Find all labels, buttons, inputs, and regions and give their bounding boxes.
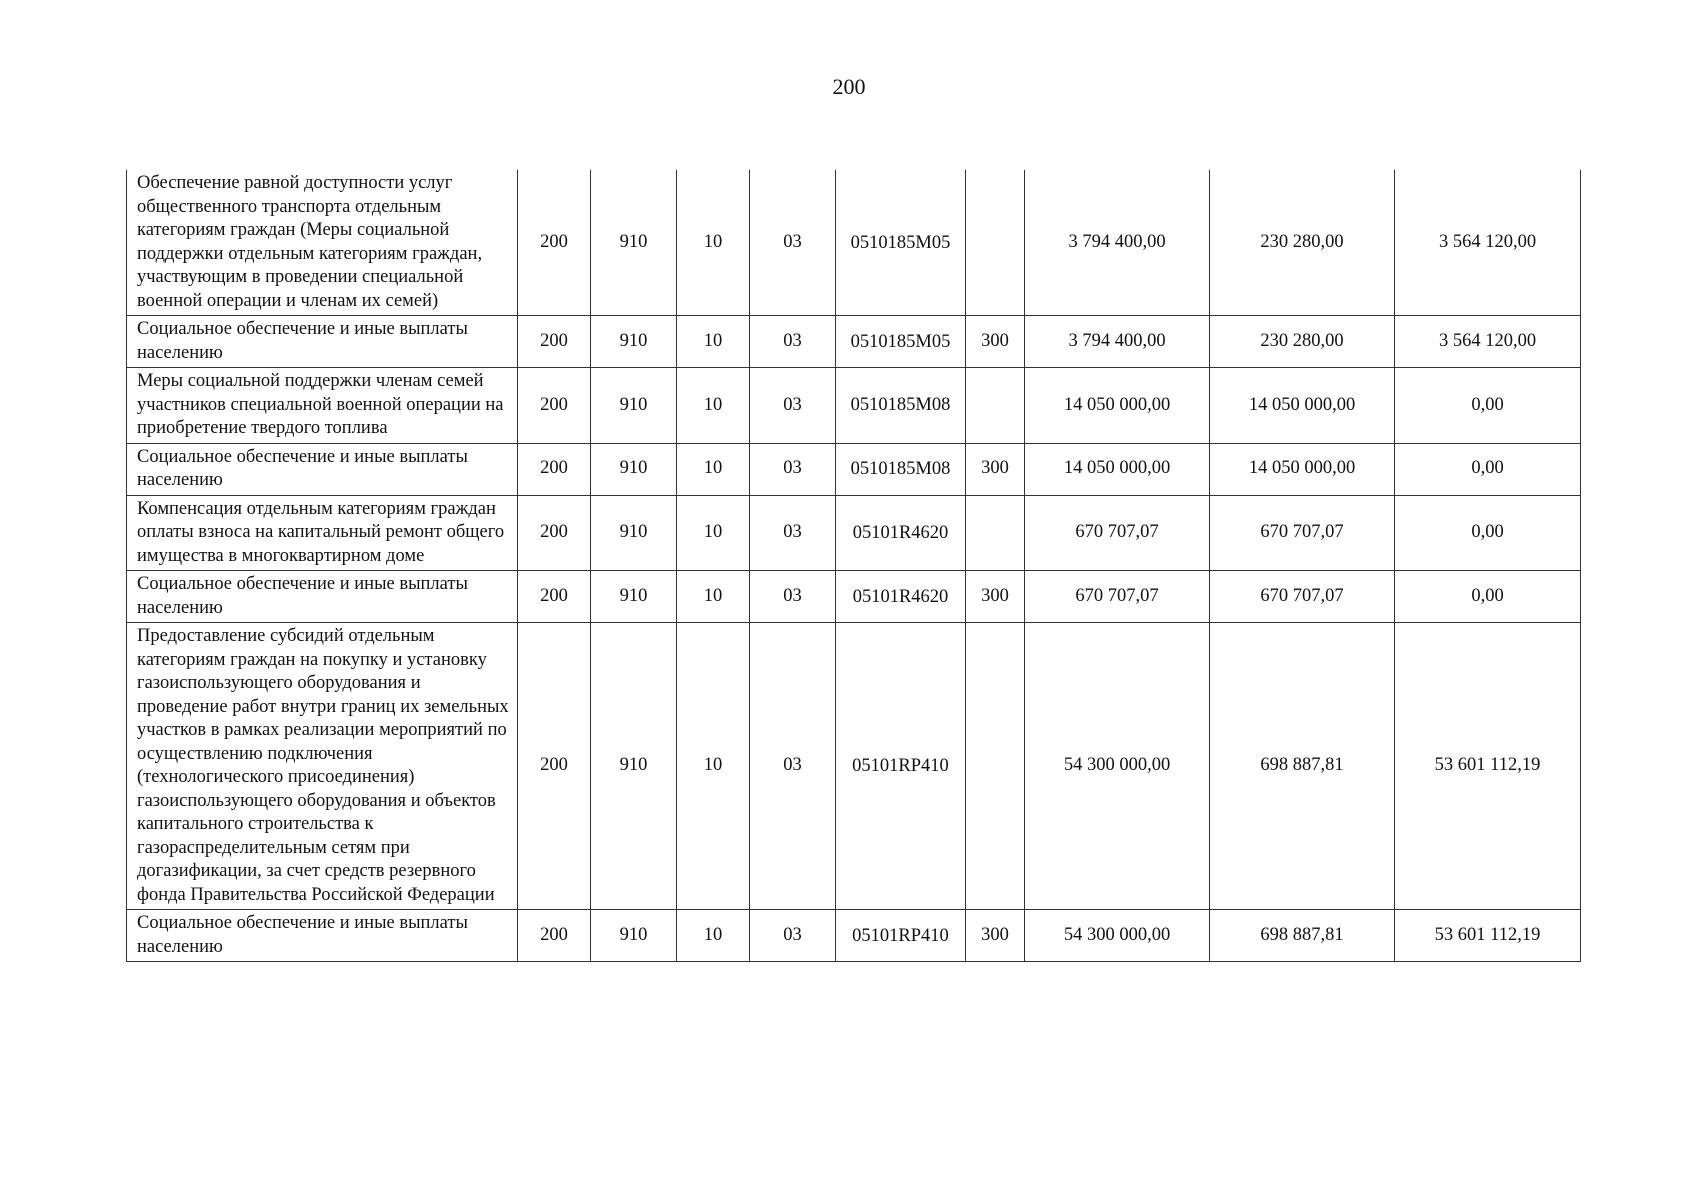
cell-col-1: 200 [518, 571, 591, 623]
cell-sum-2: 670 707,07 [1210, 571, 1395, 623]
cell-sum-1: 3 794 400,00 [1025, 170, 1210, 316]
cell-target-code: 05101RP410 [836, 910, 966, 962]
cell-col-2: 910 [591, 910, 677, 962]
row-description: Социальное обеспечение и иные выплаты населению [127, 443, 518, 495]
cell-col-1: 200 [518, 368, 591, 444]
cell-sum-1: 670 707,07 [1025, 495, 1210, 571]
cell-target-code: 0510185М08 [836, 443, 966, 495]
cell-expense-type [966, 623, 1025, 910]
cell-target-code: 0510185М05 [836, 316, 966, 368]
table-row [127, 495, 1581, 571]
cell-sum-2: 670 707,07 [1210, 495, 1395, 571]
cell-col-4: 03 [750, 368, 836, 444]
cell-sum-2: 698 887,81 [1210, 910, 1395, 962]
row-description: Компенсация отдельным категориям граждан оплаты взноса на капитальный ремонт общего имущества в многоквартирном доме [127, 495, 518, 571]
cell-col-2: 910 [591, 495, 677, 571]
cell-sum-2: 230 280,00 [1210, 170, 1395, 316]
cell-col-2: 910 [591, 368, 677, 444]
cell-target-code: 0510185М08 [836, 368, 966, 444]
cell-col-4: 03 [750, 443, 836, 495]
cell-target-code: 0510185М05 [836, 170, 966, 316]
cell-sum-3: 53 601 112,19 [1395, 623, 1581, 910]
cell-col-1: 200 [518, 495, 591, 571]
cell-col-3: 10 [677, 910, 750, 962]
cell-col-4: 03 [750, 571, 836, 623]
table-body [127, 170, 1581, 962]
table-row [127, 443, 1581, 495]
cell-col-2: 910 [591, 623, 677, 910]
cell-sum-3: 3 564 120,00 [1395, 316, 1581, 368]
cell-sum-2: 230 280,00 [1210, 316, 1395, 368]
cell-expense-type [966, 170, 1025, 316]
table-row [127, 571, 1581, 623]
cell-col-1: 200 [518, 170, 591, 316]
cell-sum-3: 0,00 [1395, 443, 1581, 495]
cell-col-3: 10 [677, 170, 750, 316]
table-row [127, 368, 1581, 444]
cell-sum-3: 0,00 [1395, 368, 1581, 444]
cell-col-2: 910 [591, 571, 677, 623]
cell-col-3: 10 [677, 495, 750, 571]
cell-col-3: 10 [677, 623, 750, 910]
table-row [127, 170, 1581, 316]
cell-sum-2: 14 050 000,00 [1210, 443, 1395, 495]
cell-col-3: 10 [677, 571, 750, 623]
cell-col-4: 03 [750, 623, 836, 910]
cell-col-2: 910 [591, 170, 677, 316]
cell-expense-type: 300 [966, 443, 1025, 495]
table-row [127, 623, 1581, 910]
cell-col-1: 200 [518, 316, 591, 368]
budget-table [126, 170, 1581, 962]
row-description: Социальное обеспечение и иные выплаты населению [127, 316, 518, 368]
cell-sum-2: 698 887,81 [1210, 623, 1395, 910]
table-row [127, 910, 1581, 962]
row-description: Предоставление субсидий отдельным категориям граждан на покупку и установку газоиспользующего оборудования и проведение работ внутри границ их земельных участков в рамках реализации мероприятий по осуществлению подключения (технологического присоединения) газоиспользующего оборудования и объектов капитального строительства к газораспределительным сетям при догазификации, за счет средств резервного фонда Правительства Российской Федерации [127, 623, 518, 910]
cell-sum-1: 54 300 000,00 [1025, 623, 1210, 910]
cell-expense-type: 300 [966, 571, 1025, 623]
cell-col-3: 10 [677, 316, 750, 368]
cell-sum-1: 14 050 000,00 [1025, 368, 1210, 444]
cell-col-1: 200 [518, 623, 591, 910]
cell-sum-3: 0,00 [1395, 571, 1581, 623]
cell-col-4: 03 [750, 495, 836, 571]
page-number: 200 [832, 74, 866, 99]
cell-expense-type [966, 495, 1025, 571]
cell-col-1: 200 [518, 443, 591, 495]
cell-sum-3: 0,00 [1395, 495, 1581, 571]
cell-sum-1: 3 794 400,00 [1025, 316, 1210, 368]
row-description: Меры социальной поддержки членам семей участников специальной военной операции на приобретение твердого топлива [127, 368, 518, 444]
cell-col-4: 03 [750, 170, 836, 316]
row-description: Социальное обеспечение и иные выплаты населению [127, 910, 518, 962]
cell-expense-type [966, 368, 1025, 444]
cell-col-4: 03 [750, 910, 836, 962]
cell-sum-3: 3 564 120,00 [1395, 170, 1581, 316]
cell-col-1: 200 [518, 910, 591, 962]
cell-col-4: 03 [750, 316, 836, 368]
row-description: Социальное обеспечение и иные выплаты населению [127, 571, 518, 623]
cell-sum-2: 14 050 000,00 [1210, 368, 1395, 444]
cell-sum-1: 670 707,07 [1025, 571, 1210, 623]
cell-col-3: 10 [677, 368, 750, 444]
cell-expense-type: 300 [966, 316, 1025, 368]
cell-target-code: 05101R4620 [836, 495, 966, 571]
cell-sum-3: 53 601 112,19 [1395, 910, 1581, 962]
cell-col-2: 910 [591, 443, 677, 495]
cell-sum-1: 14 050 000,00 [1025, 443, 1210, 495]
cell-col-3: 10 [677, 443, 750, 495]
cell-col-2: 910 [591, 316, 677, 368]
cell-expense-type: 300 [966, 910, 1025, 962]
cell-target-code: 05101R4620 [836, 571, 966, 623]
row-description: Обеспечение равной доступности услуг общественного транспорта отдельным категориям граждан (Меры социальной поддержки отдельным категориям граждан, участвующим в проведении специальной военной операции и членам их семей) [127, 170, 518, 316]
cell-sum-1: 54 300 000,00 [1025, 910, 1210, 962]
table-row [127, 316, 1581, 368]
cell-target-code: 05101RP410 [836, 623, 966, 910]
